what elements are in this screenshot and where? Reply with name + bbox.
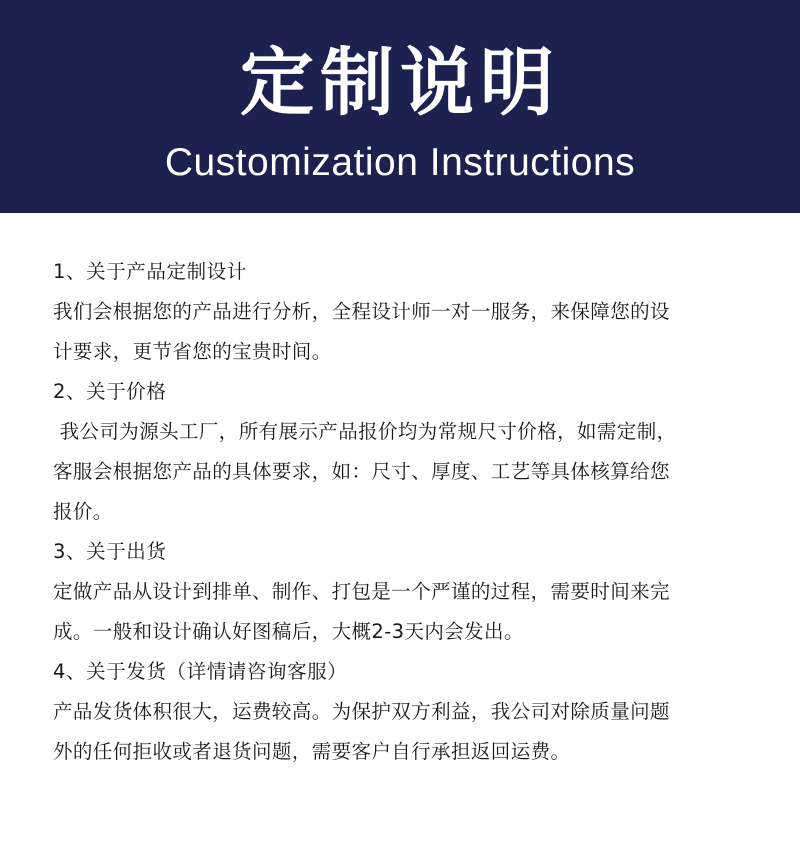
section-text-line: 我公司为源头工厂，所有展示产品报价均为常规尺寸价格，如需定制， [53,420,677,443]
section-text-line: 报价。 [53,500,113,523]
section-text-line: 产品发货体积很大，运费较高。为保护双方利益，我公司对除质量问题 [53,700,670,723]
section-heading: 3、关于出货 [53,540,167,563]
section-heading: 4、关于发货（详情请咨询客服） [53,660,348,683]
page-title: 定制说明 [240,40,560,126]
section-text-line: 我们会根据您的产品进行分析，全程设计师一对一服务，来保障您的设 [53,300,670,323]
section-text-line: 定做产品从设计到排单、制作、打包是一个严谨的过程，需要时间来完 [53,580,670,603]
section-text-line: 计要求，更节省您的宝贵时间。 [53,340,332,363]
header-banner [0,0,800,213]
section-text-line: 外的任何拒收或者退货问题，需要客户自行承担返回运费。 [53,740,571,763]
instructions-content [53,252,765,772]
page-subtitle: Customization Instructions [164,141,636,184]
section-product-design [53,252,765,372]
section-heading: 2、关于价格 [53,380,167,403]
section-pricing [53,372,765,532]
section-text-line: 成。一般和设计确认好图稿后，大概2-3天内会发出。 [53,620,524,643]
section-production [53,532,765,652]
section-text-line: 客服会根据您产品的具体要求，如：尺寸、厚度、工艺等具体核算给您 [53,460,670,483]
section-shipping [53,652,765,772]
section-heading: 1、关于产品定制设计 [53,260,247,283]
